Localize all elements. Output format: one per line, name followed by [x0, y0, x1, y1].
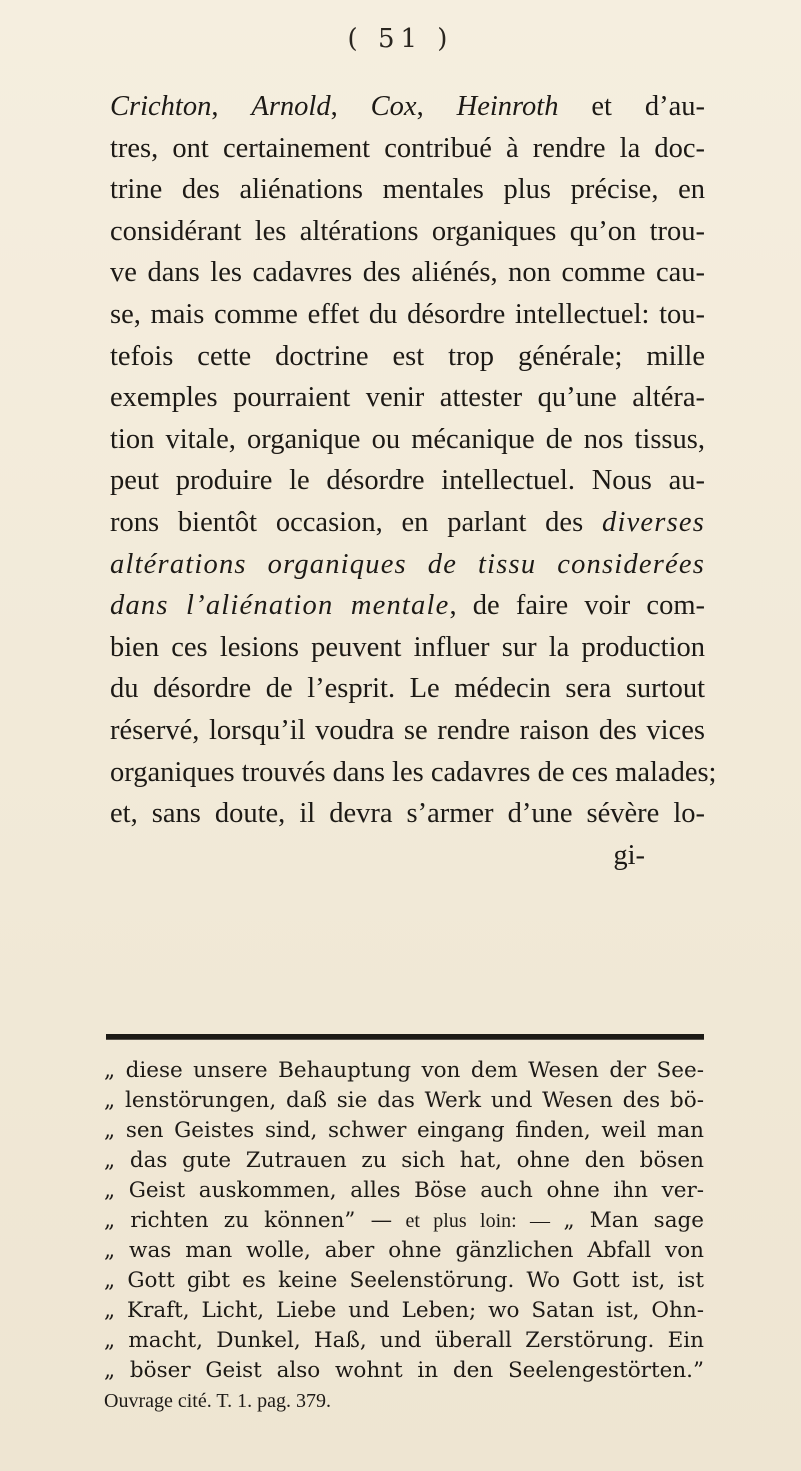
text-line-16: réservé, lorsqu’il voudra se rendre raison des vices [110, 714, 705, 746]
text-line-8: exemples pourraient venir attester qu’une altéra- [110, 382, 705, 414]
text-fragment: „ Man sage [563, 1208, 705, 1233]
text-line-5: ve dans les cadavres des aliénés, non comme cau- [110, 257, 705, 289]
comma: , [416, 91, 457, 122]
comma: , [330, 91, 371, 122]
author-crichton: Crichton [110, 91, 212, 122]
text-fragment: rons bientôt occasion, en parlant des [110, 506, 584, 538]
author-heinroth: Heinroth [456, 91, 559, 122]
text-line-11 [110, 502, 705, 544]
footnote-line-10: „ macht, Dunkel, Haß, und überall Zerstörung. Ein [104, 1328, 704, 1353]
footnote-line-9: „ Kraft, Licht, Liebe und Leben; wo Satan ist, Ohn- [104, 1298, 704, 1323]
text-line-10: peut produire le désordre intellectuel. Nous au- [110, 465, 705, 497]
text-line-13 [110, 585, 705, 627]
footnote [104, 1056, 704, 1416]
comma: , [211, 91, 252, 122]
footnote-line-3: „ sen Geistes sind, schwer eingang finden, weil man [104, 1118, 704, 1143]
text-fragment: , de faire voir com- [449, 590, 705, 622]
text-line-3: trine des aliénations mentales plus précise, en [110, 174, 705, 206]
text-line-18: et, sans doute, il devra s’armer d’une sévère lo- [110, 798, 705, 830]
author-arnold: Arnold [251, 91, 331, 122]
catchword: gi- [613, 839, 645, 871]
text-line-4: considérant les altérations organiques qu’on trou- [110, 215, 705, 247]
italic-phrase: diverses [602, 506, 706, 538]
footnote-line-5: „ Geist auskommen, alles Böse auch ohne ihn ver- [104, 1178, 704, 1203]
main-text [110, 86, 717, 876]
text-line-17: organiques trouvés dans les cadavres de ces malades; [110, 756, 717, 788]
page-number: ( 51 ) [347, 24, 454, 54]
footnote-line-11: „ böser Geist also wohnt in den Seelengestörten.” [104, 1358, 704, 1383]
text-line-7: tefois cette doctrine est trop générale; mille [110, 340, 705, 372]
text-line-2: tres, ont certainement contribué à rendre la doc- [110, 132, 705, 164]
text-fragment: et plus loin: — [392, 1210, 564, 1232]
text-line-1 [110, 86, 705, 128]
author-cox: Cox [370, 91, 417, 122]
footnote-line-6 [104, 1206, 704, 1236]
text-fragment: et d’au- [558, 91, 706, 122]
text-line-15: du désordre de l’esprit. Le médecin sera surtout [110, 673, 705, 705]
text-line-6: se, mais comme effet du désordre intellectuel: tou- [110, 298, 705, 330]
footnote-line-1: „ diese unsere Behauptung von dem Wesen der See- [104, 1058, 704, 1083]
footnote-line-4: „ das gute Zutrauen zu sich hat, ohne den bösen [104, 1148, 704, 1173]
text-line-9: tion vitale, organique ou mécanique de nos tissus, [110, 423, 705, 455]
footnote-line-7: „ was man wolle, aber ohne gänzlichen Abfall von [104, 1238, 704, 1263]
footnote-line-2: „ lenstörungen, daß sie das Werk und Wesen des bö- [104, 1088, 704, 1113]
italic-phrase: dans l’aliénation mentale [110, 590, 450, 622]
footnote-citation: Ouvrage cité. T. 1. pag. 379. [104, 1390, 331, 1412]
footnote-line-8: „ Gott gibt es keine Seelenstörung. Wo Gott ist, ist [104, 1268, 704, 1293]
footnote-separator-rule [106, 1034, 704, 1040]
text-line-12: altérations organiques de tissu considerées [110, 548, 705, 580]
text-fragment: „ richten zu können” — [104, 1208, 393, 1233]
text-line-14: bien ces lesions peuvent influer sur la production [110, 631, 705, 663]
